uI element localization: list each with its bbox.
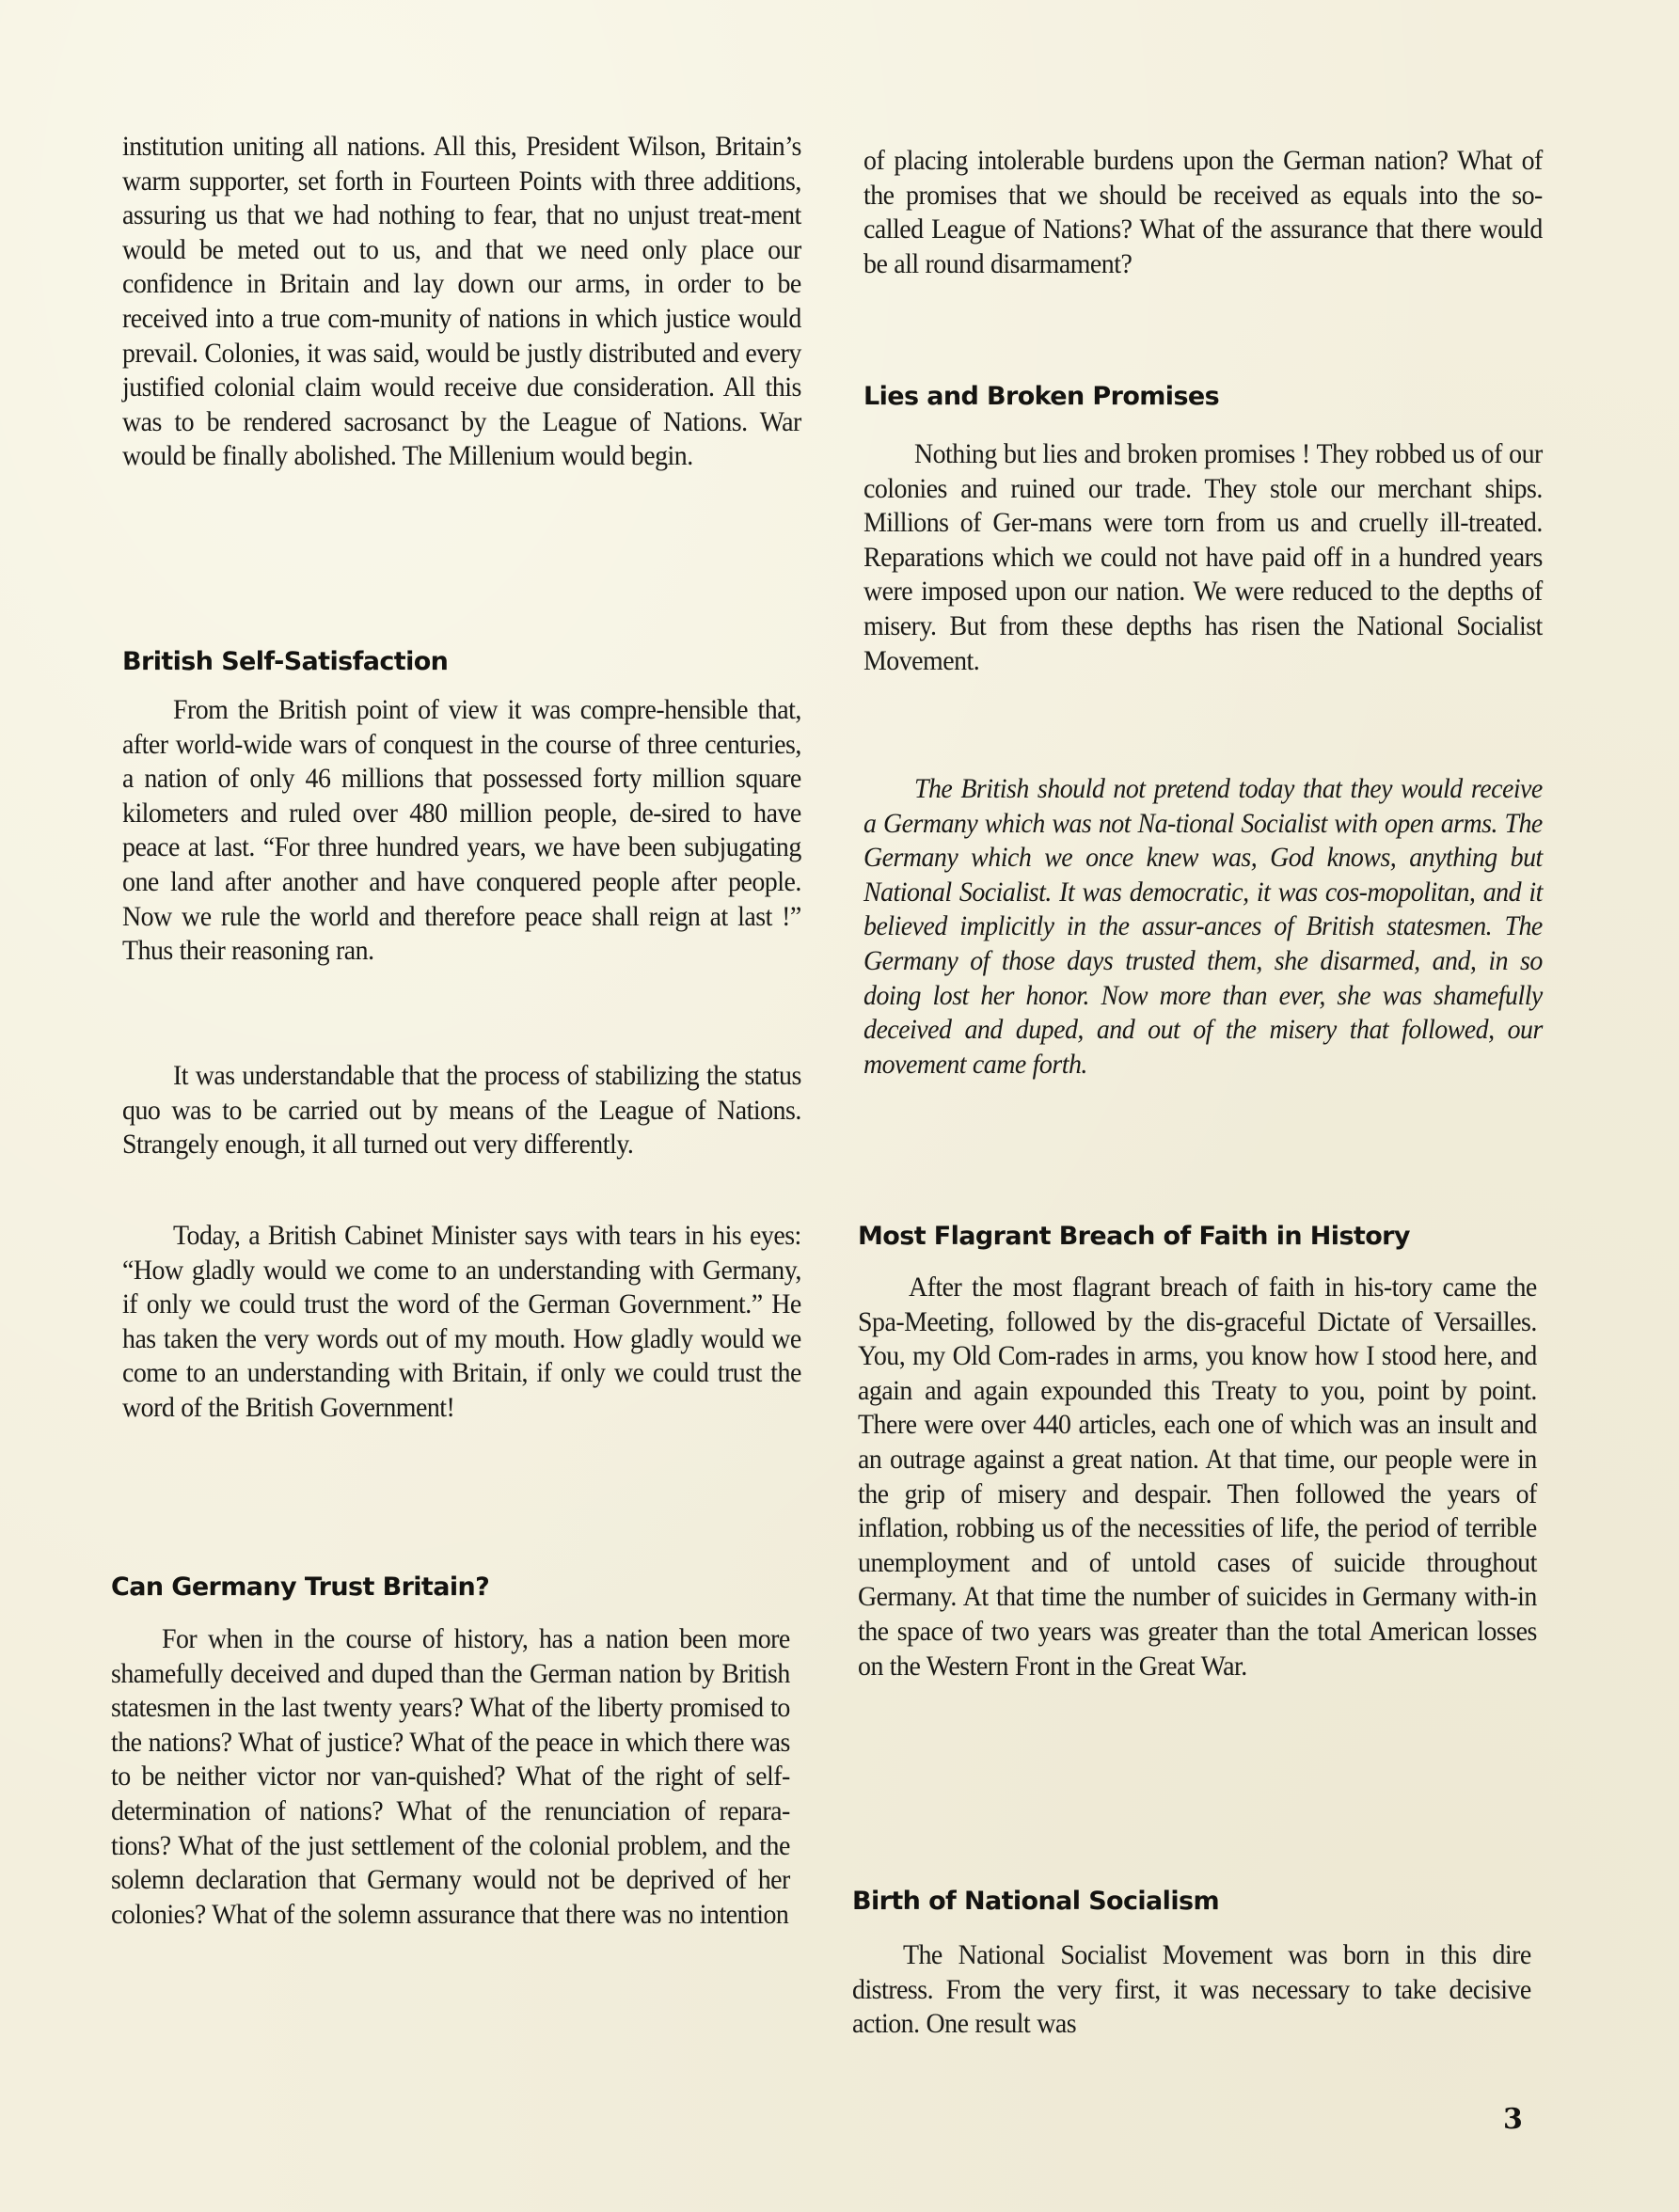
left-heading-1-block: [122, 647, 801, 677]
right-heading-3-block: [852, 1887, 1531, 1917]
left-paragraph-4-block: [122, 1219, 801, 1426]
paragraph-italic-british-should-not-pretend: The British should not pretend today that they would receive a Germany which was not Na-tional Socialist with open arms. The Germany which we once knew was, God knows, anything but National Socialist. It was democratic, it was cos-mopolitan, and it believed implicitly in the assur-ances of British statesmen. The Germany of those days trusted them, she disarmed, and, in so doing lost her honor. Now more than ever, she was shamefully deceived and duped, and out of the misery that followed, our movement came forth.: [863, 773, 1543, 1080]
left-heading-2-block: [111, 1572, 790, 1603]
paragraph-versailles: After the most flagrant breach of faith in his-tory came the Spa-Meeting, followed by the dis-graceful Dictate of Versailles. You, my Old Com-rades in arms, you know how I stood here, and again and again expounded this Treaty to you, point by point. There were over 440 articles, each one of which was an insult and an outrage against a great nation. At that time, our people were in the grip of misery and despair. Then followed the years of inflation, robbing us of the necessities of life, the period of terrible unemployment and of untold cases of suicide throughout Germany. At that time the number of suicides in Germany with-in the space of two years was greater than the total American losses on the Western Front in the Great War.: [858, 1272, 1537, 1682]
right-paragraph-5-block: [852, 1938, 1531, 2042]
paragraph-intolerable-burdens: of placing intolerable burdens upon the German nation? What of the promises that we should be received as equals into the so-called League of Nations? What of the assurance that there would be all round disarmament?: [863, 145, 1543, 279]
left-paragraph-2-block: [122, 693, 801, 969]
right-heading-2-block: [858, 1222, 1537, 1252]
right-paragraph-4-block: [858, 1271, 1537, 1683]
heading-british-self-satisfaction: British Self-Satisfaction: [122, 647, 449, 676]
heading-most-flagrant-breach-of-faith: Most Flagrant Breach of Faith in History: [858, 1222, 1410, 1251]
right-heading-1-block: [863, 382, 1543, 412]
left-paragraph-1-block: [122, 130, 801, 474]
heading-birth-of-national-socialism: Birth of National Socialism: [852, 1887, 1219, 1916]
left-paragraph-3-block: [122, 1059, 801, 1162]
page-number: 3: [1503, 2103, 1523, 2136]
paragraph-lies-and-broken-promises: Nothing but lies and broken promises ! They robbed us of our colonies and ruined our trade. They stole our merchant ships. Millions of Ger-mans were torn from us and cruelly ill-treated. Reparations which we could not have paid off in a hundred years were imposed upon our nation. We were reduced to the depths of misery. But from these depths has risen the National Socialist Movement.: [863, 438, 1543, 676]
paragraph-cabinet-minister: Today, a British Cabinet Minister says with tears in his eyes: “How gladly would we come to an understanding with Germany, if only we could trust the word of the German Government.” He has taken the very words out of my mouth. How gladly would we come to an understanding with Britain, if only we could trust the word of the British Government!: [122, 1220, 801, 1423]
right-paragraph-1-block: [863, 144, 1543, 281]
paragraph-movement-born: The National Socialist Movement was born in this dire distress. From the very first, it was necessary to take decisive action. One result was: [852, 1939, 1531, 2040]
right-paragraph-2-block: [863, 437, 1543, 678]
paragraph-wilson-fourteen-points: institution uniting all nations. All this, President Wilson, Britain’s warm supporter, set forth in Fourteen Points with three additions, assuring us that we had nothing to fear, that no unjust treat-ment would be meted out to us, and that we need only place our confidence in Britain and lay down our arms, in order to be received into a true com-munity of nations in which justice would prevail. Colonies, it was said, would be justly distributed and every justified colonial claim would receive due consideration. All this was to be rendered sacrosanct by the League of Nations. War would be finally abolished. The Millenium would begin.: [122, 131, 801, 472]
heading-lies-and-broken-promises: Lies and Broken Promises: [863, 382, 1220, 411]
right-paragraph-3-block: [863, 772, 1543, 1082]
paragraph-british-point-of-view: From the British point of view it was compre-hensible that, after world-wide wars of conquest in the course of three centuries, a nation of only 46 millions that possessed forty million square kilometers and ruled over 480 million people, de-sired to have peace at last. “For three hundred years, we have been subjugating one land after another and have conquered people after people. Now we rule the world and therefore peace shall reign at last !” Thus their reasoning ran.: [122, 694, 801, 967]
paragraph-status-quo: It was understandable that the process of stabilizing the status quo was to be carried out by means of the League of Nations. Strangely enough, it all turned out very differently.: [122, 1060, 801, 1161]
left-paragraph-5-block: [111, 1622, 790, 1932]
heading-can-germany-trust-britain: Can Germany Trust Britain?: [111, 1572, 490, 1602]
paragraph-shamefully-deceived: For when in the course of history, has a nation been more shamefully deceived and duped than the German nation by British statesmen in the last twenty years? What of the liberty promised to the nations? What of justice? What of the peace in which there was to be neither victor nor van-quished? What of the right of self-determination of nations? What of the renunciation of repara-tions? What of the just settlement of the colonial problem, and the solemn declaration that Germany would not be deprived of her colonies? What of the solemn assurance that there was no intention: [111, 1623, 790, 1930]
